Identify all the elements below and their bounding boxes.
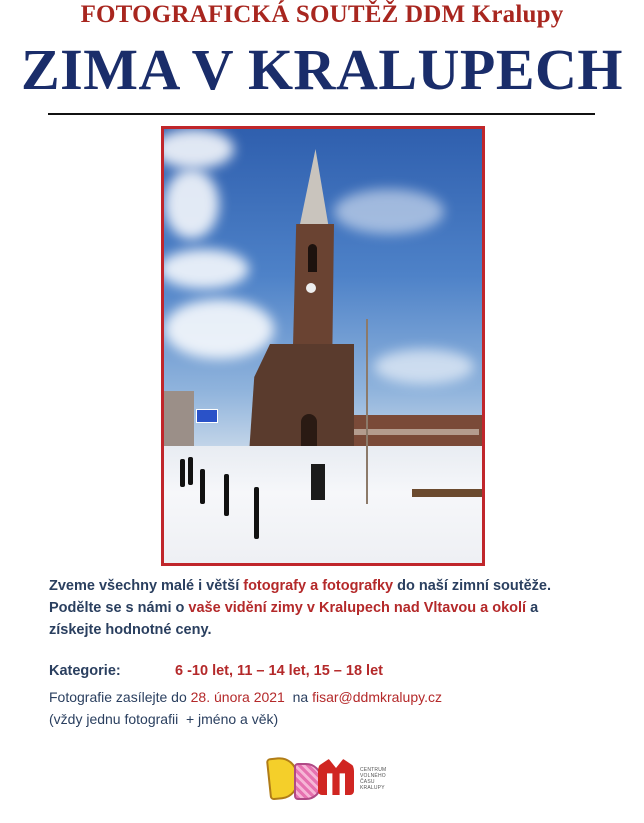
photo-cloud [164, 299, 274, 359]
logo-caption-line: VOLNÉHO [360, 773, 386, 779]
photo-cloud [164, 169, 219, 239]
intro-text: získejte hodnotné ceny. [49, 622, 212, 638]
photo-bench [412, 489, 482, 497]
photo-bollard [200, 469, 205, 504]
photo-building-left [164, 391, 194, 451]
photo-bollard [188, 457, 193, 485]
photo-road-sign [196, 409, 218, 423]
submission-text: Fotografie zasílejte do [49, 689, 191, 705]
email-link[interactable]: fisar@ddmkralupy.cz [312, 689, 442, 705]
intro-text: a [526, 600, 539, 616]
submission-note: (vždy jednu fotografii + jméno a věk) [49, 711, 279, 727]
logo-letter-d-pink [294, 763, 322, 800]
categories-label: Kategorie: [49, 663, 121, 679]
submission-text: na [284, 689, 313, 705]
logo-caption-line: ČASU [360, 779, 375, 785]
categories-line [49, 660, 383, 682]
divider-rule [48, 113, 595, 115]
poster-title: ZIMA V KRALUPECH [20, 37, 624, 102]
photo-clock [306, 283, 316, 293]
logo-caption-line: KRALUPY [360, 785, 385, 791]
deadline-date: 28. února 2021 [190, 689, 285, 705]
photo-cloud [374, 349, 474, 384]
ddm-logo [268, 755, 388, 800]
photo-frame [161, 126, 485, 566]
photo-bin [311, 464, 325, 500]
categories-value: 6 -10 let, 11 – 14 let, 15 – 18 let [175, 663, 383, 679]
photo-cloud [161, 249, 249, 289]
photo-tower-window [308, 244, 317, 272]
logo-caption [360, 767, 386, 791]
photo-bollard [180, 459, 185, 487]
poster-subtitle: FOTOGRAFICKÁ SOUTĚŽ DDM Kralupy [80, 1, 564, 28]
photo-cloud [334, 189, 444, 234]
submission-line [49, 686, 442, 708]
intro-text: Zveme všechny malé i větší [49, 578, 244, 594]
intro-highlight: fotografy a fotografky [243, 578, 394, 594]
photo-tree [366, 319, 368, 504]
intro-paragraph [49, 575, 629, 641]
photo-building-windows [354, 429, 479, 435]
logo-letter-m-red [318, 759, 354, 795]
intro-text: do naší zimní soutěže. [393, 578, 552, 594]
church-photo [164, 129, 482, 563]
intro-text: Podělte se s námi o [49, 600, 189, 616]
logo-caption-line: CENTRUM [360, 767, 387, 773]
photo-bollard [224, 474, 229, 516]
photo-bollard [254, 487, 259, 539]
intro-highlight: vaše vidění zimy v Kralupech nad Vltavou a okolí [188, 600, 527, 616]
